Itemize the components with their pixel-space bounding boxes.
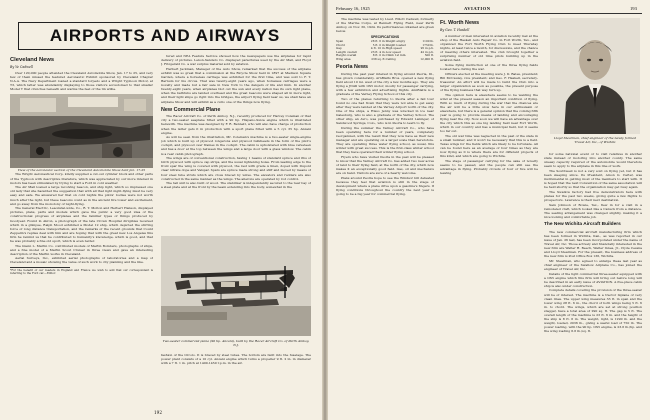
paragraph: Over 120,000 people attended the Cleveland Automobile Show, Jan. 17 to 25, and very few of them missed the featured Aeronautic Exhibit sponsored by Cleveland Chapter N.A.A. The Navy Department loaned a standard torpedo and a Wright Typhoon Motor, at T3, which latter was abundantly displaying to those visitors accustomed to that smaller Model T that crunches beneath and warms the feet of the tin willie. [10, 71, 153, 92]
paragraph: During the past year interest in flying around Peoria, Ill., has grown considerably. ArnBlatts Bros. opened a new flying field about 10 mi. west of the city a few months ago. They are flying a JN4D with OX5 motor, mostly for passenger carrying, with a few exhibition and advertising flights. AnnBlatts is a graduate of the Varney Flying School of this city. [336, 71, 434, 96]
seaplane-photo-image [161, 236, 311, 336]
cleveland-byline: By Ye Cadwell [10, 65, 33, 69]
paragraph: fashion of the Orcolo. It is braced by steel tubes. The bottom are built into the fuselage. The power plant consists of a 10 cyl. Anzani engine which turns a propeller 9 ft. 2 in. in diameter with a 7 ft. 1 in. pitch at 1400-1450 r.p.m. in the air. [161, 353, 311, 366]
paragraph: The old war time was neglected in the past of the state in a small number, and it won't be necessary that this is a field. Texas wings for the fields which are likely to be fortunate. All can be found here as an average of four times as they are now flying as it is where there are for different projects of this kind, and which are going to Wichita. [440, 133, 538, 159]
paragraph: Sam Johnson of Bowie, Tex., flew in for a visit in a remodeled craft, which looked like a Canuck from a distance. The seating arrangement was changed slightly, making it a nice looking and comfortable job. [544, 202, 642, 219]
spec-cell: 23 ft. 4 in. [370, 49, 386, 54]
paragraph: Plans around Peoria hope to see the Windsor bill defeated because they feel that aviation is still in the stage of development where a plane drive upon a gasoline's fingers. If flying conditions throughout the country the next year is going to be a big year for commercial flying. [336, 175, 434, 197]
spec-cell: Height overall [336, 53, 357, 58]
paragraph: The opinion here is elsewhere seems to be wanting the wind at the present season an important condition of flying. With so much of flying during the war that the chances are the air will be a little slow here in our enthusiasm or elsewhere, but there is a general opinion that the coming fifth year is going to provide means of landing and encouraging flying near the city. Now soon we will have an advantage over the city which this as one big landing field near Fort Worth, which in our country and has a municipal field, but it seems too far out. [440, 92, 538, 134]
spec-cell: 4 ft. 10 in. [370, 46, 386, 51]
stearman-portrait [550, 18, 640, 134]
paragraph: The machine was tested by Lieut. Elliott Cadwell, formerly of the Marine Corps, at Bennett Flying Field, near Perth Amboy, on Nov. 30, 1924. Its performances obtained are given below. [336, 17, 434, 34]
paragraph: The Racer Aircraft Co. of Perth Amboy, N.J., recently produced for Harvey Coleman of that city a two-seater seaplane fitted with a 90 hp. Hispano-Suiza engine which is illustrated herewith. The machine was designed by F. R. Bennett, who will also have charge of production when the latter gets it in production with a sport plane fitted with a 5 cyl. 35 hp. Anzani engine. [161, 114, 311, 135]
paragraph: The new commercial aircraft manufacturing firm which has been formed in Wichita, Kan., as was reported in our issue of Jan. 26 last, has been incorporated under the name of Travel Air, Inc. Those actively and financially interested in the new firm are Walter H. Beech, Walter Innes, Jr., Clyde Cessna and Lloyd Stearman. For the present, the business address of the new firm is Post Office Box 136, Wichita. [544, 229, 642, 259]
specifications-rows [336, 40, 434, 60]
left-column-1 [10, 54, 153, 410]
spec-cell: 500 ft. [424, 53, 434, 58]
auto-show-photo [10, 94, 153, 168]
footnote: *For the benefit of our readers in England and France we wish to add that our correspondent is referring to the Ford car.—Editor. [10, 267, 153, 275]
paragraph: Details of the light commercial three-seater equipped with a OX5 engine which this firm will bring out before long will be described in an early issue of AVIATION. A five-place cabin ship is also under construction. [544, 271, 642, 288]
cleveland-heading: Cleveland News [10, 57, 55, 63]
left-column-2 [161, 54, 311, 232]
seaplane-caption: Two-seater commercial plane (90 hp. Anzani), built by the Racer Aircraft Co. of Perth Amboy, N.J. [162, 339, 310, 347]
section-title: AIRPORTS AND AIRWAYS [49, 26, 281, 45]
paragraph: Complete details covering the provision of the three-seater will be of interest. The machine is a tractor biplane of very clean lines. The upper wing measures 33 ft. in span and the lower wing 28 ft. 6 in., the chord of both wings being 5 ft. 6 in. to chord. The wings, which are set at strong position stagger, have a total area of 290 sq. ft. The gap is 5 ft. The overall length of the machine is 23 ft. 6 in. and the height of the ship is 8 ft. 6 in. The weight, light, is 1290 lb. and the weight, loaded, 2036 lb., giving a useful load of 750 lb. The power loading, with the 90 hp. OX5 engine, is 23.6 lb./hp. and the wing loading 6.6 lb./sq. ft. [544, 288, 642, 334]
paragraph: The Glenn L. Martin Co. contributed models of Martin Bombers, photographs of ships, and a fine model of a Martin Scout Cruiser in three views and gave an interesting description of the Martin works in Cleveland. [10, 243, 153, 256]
spec-cell: 1750 lb. [422, 42, 434, 47]
spec-cell: Climb 1st min. [385, 53, 407, 58]
seaplane-caption-wrap [161, 339, 311, 351]
spec-cell: 5 ft. 0 in. [372, 42, 386, 47]
paragraph: tured and NEA Feature Service showed how the newspapers use the airplanes for rapid delivery of pictures. Lenon-Sandero Co. displayed parachutes used by the Air Mail, and Floyd J. Fitzgerald Co. a war surplus material sold by aviation. [161, 54, 311, 67]
spec-cell: Span [336, 39, 344, 44]
paragraph: A number of men interested in aviation recently met at the shop of the Haskell Auto Repair Co. in Fort Worth, Tex., and organized the Fort Worth Flying Club to meet Thursday nights, at least twice a month, for discussions, and the chance of meeting others interested. The club brought together a surprising number of old time pilots building up in the aviation field. [440, 33, 538, 63]
paragraph: The Southwest is not a very sold on flying yet, but it has been sleeping since. Its President, Amon G. Carter, was instrumental in getting most of the members to start with. It is hoped that the next Convention of the same association will be held shortly so that the organization may get busy again. [544, 168, 642, 190]
paragraph: Mr. Stearman, who agreed to enlarge these last year as chief engineer of the Swallow Airplane Co., has joined the engineer of Travel Air, Inc. [544, 258, 642, 271]
paragraph: The wings are of conventional construction, having 1 beams of standard spruce and ribs of birch plywood with spruce cap strips, and the usual lightening holes. From leading edge to the front spar the wing is covered with plywood, the rest with grade A linen, doped with Dupont clear nitrate dope and Valspar. Spars are spruce made strong and stiff and moved by means of four steel tube struts which are cross braced by wires. The elevators and rudders are also constructed in the same manner as the wings. The ailerons are operated by rod control. [161, 156, 311, 181]
paragraph: The Swallow factory had five demonstrators here with planes for the past two weeks, giving quite a few flights to prospectors. Lawrence is their next destination. [544, 189, 642, 203]
spec-cell: Ceiling [385, 56, 396, 61]
header-date: February 16, 1925 [336, 6, 370, 11]
spec-cell: 12,000 ft. [420, 56, 434, 61]
spec-cell: 95 m.p.h. [420, 46, 434, 51]
spec-cell: Gap [336, 46, 342, 51]
spec-cell: Length overall [336, 49, 357, 54]
paragraph: Flyers who have visited Peoria in the past will be pleased to know that the Varney Aircraft Co. has added two new acres of land to their flying field, at the north of the city, which now makes it an exceptionally good field. Gas, oil and mechanics are on hand. Visitors are sure of a hearty welcome. [336, 154, 434, 176]
new-commercial-plane-heading: New Commercial Plane [161, 106, 221, 113]
paragraph: for some national event or to visit relatives in another state instead of motoring into another county. The same uneasy capacity required of the automobile would therefore seem to apply to the airplane in this line of work. [544, 152, 642, 169]
spec-cell: 42 m.p.h. [420, 49, 434, 54]
right-column-1 [336, 17, 434, 412]
left-page [0, 0, 322, 420]
spec-cell: Weight empty [385, 39, 406, 44]
paragraph: Some flying instruction at one of the three flying fields located here during the war. [440, 62, 538, 71]
right-page [328, 0, 650, 420]
paragraph: The tail unit is also built of wood. The stabilizer is independently secured to the rear bay of a steel plate and at the front by the beam extending into the body, somewhat in the [161, 181, 311, 190]
stearman-portrait-image [550, 18, 640, 134]
header-title: AVIATION [464, 6, 491, 11]
spec-cell: 28 ft. 6 in. [370, 39, 386, 44]
paragraph: As will be seen from the illustration, Mr. Coleman's machine is a two-seater single-engine job which is built up of plywood longerons and plywood bulkheads in the form of the pilot's cockpit, and plywood over frames in the cockpit. The cabin is upholstered with blue velveteen and has a door at the top between the wings and a large door with a glass window. The cabin is a rear cabin photograph. [161, 135, 311, 156]
fortworth-heading: Ft. Worth News [440, 20, 480, 26]
header-rule [336, 13, 642, 14]
paragraph: The Air Mail loaned a large revolving beacon, and ship light, which so impressed one old lady that she hazarded the suggestion that with all that light night-flying must be very easy and safe. We answered her that on cold nights the pilots' bodies were not worth much after the light, but these beacons could as in the ancient fire tower and excitement, and go away from the monotony of night-flying. [10, 185, 153, 206]
peoria-heading: Peoria News [336, 63, 369, 70]
paragraph: Two of the planes returning to Peoria after a fall tour found no one had flown that they were not able to get away after they were landed at the Varney Airport north of the city. One of the ships, a Hisso Jenny was wrecked in ice near Galesburg, who is also a graduate of the Varney School. The other ship, an Avro, was purchased by Edward Laninger, of Sandwood Springs, Colo., who is in Peoria to learn to fly. [336, 96, 434, 126]
spec-cell: High speed [385, 46, 402, 51]
seaplane-photo [161, 236, 311, 336]
spec-cell: 238 sq. ft. [371, 56, 386, 61]
page-number-left: 192 [154, 410, 162, 415]
section-title-box [18, 22, 312, 50]
portrait-caption: Lloyd Stearman, chief engineer of the newly formed Travel Air, Inc., of Wichita [554, 136, 636, 144]
footnote-rule [10, 267, 70, 268]
auto-show-caption: View of the aeronautic section of the Cleveland Automobile Show held Jan. 17-25 [17, 167, 146, 172]
wichita-heading: The New Wichita Aircraft Builders [544, 222, 621, 227]
paragraph: The Wright Aeronautical Corp. kindly supplied a cut-out cylinder block and other parts of the Typhoon with descriptive literature, which was appreciated by our more interest in motors has been stimulated by trying to start a Ford in cold weather. [10, 172, 153, 185]
left-column-2-bottom [161, 353, 311, 409]
spec-cell: Chord [336, 42, 345, 47]
paragraph: During the summer the Varney Aircraft Co., who have been operating here for a number of years, completely reorganized, with the result that they now have as their new manager and are operating on a larger scale than heretofore. They are operating three water flying school, as usual, this winter with great success. This is the first-class winter school that they have operated their winter flying school. [336, 125, 434, 155]
paragraph: The stage of passenger carrying for the sake of novelty seems to be passed, and the people can still see the advantage in flying. Probably crowds of four or five will be leaving [440, 159, 538, 176]
fortworth-byline: By Geo. T. Haskell [440, 27, 470, 32]
right-column-2 [440, 17, 538, 412]
spec-cell: Low speed [385, 49, 401, 54]
spec-row [336, 58, 434, 61]
spec-cell: Weight loaded [385, 42, 406, 47]
spec-cell: Wing area [336, 56, 351, 61]
paragraph: The General Electric, Leaonidel-wide, Co., R. T. Molton and Herbert Hanson, displayed pictures, plans, parts and models which gave the public a very good idea of the constructional progress of airplanes and the familiar types of things produced by Goodyear. Found in Akron, a photograph of the late Crown Hospital dirigibles received which in a glimpse, Ralph Mood exhibited a Model 12 ship, which depicted the stirring force of long distance transportation, and the remarks of the recent grounds that Count Zeppelin's replies deal with him and are hoping that with the great new Los Angeles this firm he remind us that he contributed to humanity's knowledge, which is good, and that he was probably a fine old sport, which is even better. [10, 206, 153, 243]
spec-cell: 8 ft. 0 in. [372, 53, 386, 58]
paragraph: Officers elected at the meeting were J. D. Bates, president; Bill McCauley, vice president; and Geo. F. Haskell, secretary-treasurer. An effort will be made to build the Club into a larger organization as soon as possible, the present purpose of the flying business that way turn up. [440, 71, 538, 92]
specifications-table [336, 35, 434, 61]
right-column-3 [544, 152, 642, 412]
auto-show-photo-image [10, 94, 153, 168]
page-number-right: 193 [630, 6, 637, 11]
paragraph: Aerial Surveys, Inc., exhibited aerial photographs of laboratories and a map of Cleveland and a mosaic showing the value of such work to city planning and the like. [10, 256, 153, 265]
spec-cell: 1100 lb. [422, 39, 434, 44]
specifications-title: SPECIFICATIONS [370, 35, 400, 40]
portrait-caption-wrap [550, 136, 640, 150]
paragraph: Herbert Jackman, Manager of the Auto Show, remarked that the success of the airplane exhibit was so great that a commission at the Bicycle Show held in 1897 at Madison Square Garden, where a horseless carriage was exhibited for the first time, and was sold to F. T. Barnum for his circus. That was twenty-eight years ago, when horseless carriages were a novelty and made but a fair sale in New York to the dangers of life and limb. In another twenty-eight years, when airplanes blot out the sun and every nation has its own light plane, when the bathtubs are landed overhead and the great beacons were shaped all in more light, and their light ships go right into the bridges, the airport flying field near us, we shall have an airplane Show and will exhibit as a curio one of the things now flying. [161, 66, 311, 104]
